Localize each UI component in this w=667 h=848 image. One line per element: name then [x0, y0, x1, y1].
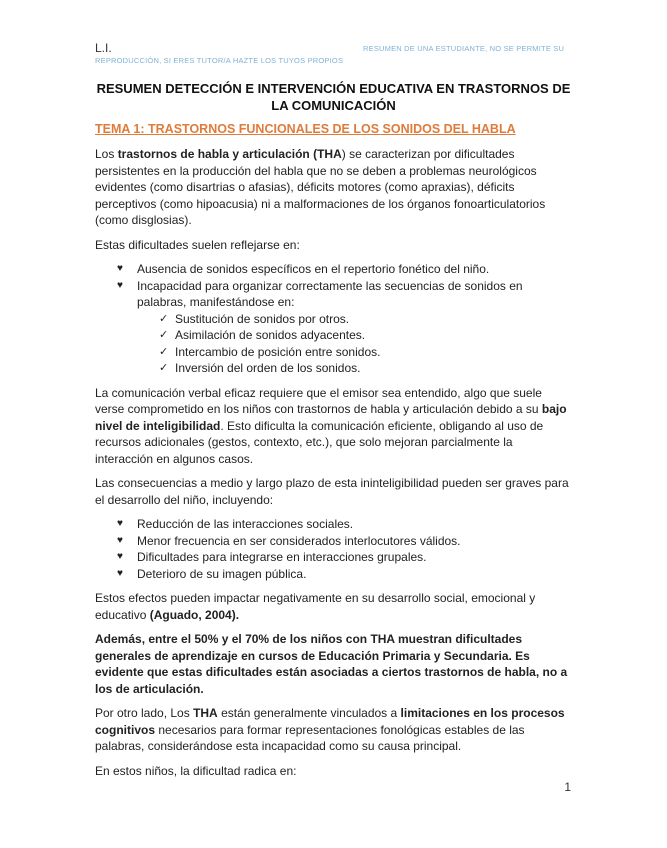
list-item-text: Reducción de las interacciones sociales. — [137, 517, 354, 531]
paragraph-8: En estos niños, la dificultad radica en: — [95, 763, 297, 778]
heart-bullet-icon: ♥ — [117, 263, 123, 274]
paragraph-1 — [95, 146, 573, 229]
paragraph-5 — [95, 590, 573, 623]
heart-bullet-icon: ♥ — [117, 279, 123, 291]
header-notice-continued: REPRODUCCIÓN, SI ERES TUTOR/A HAZTE LOS TUYOS PROPIOS — [95, 56, 344, 65]
topic-heading: TEMA 1: TRASTORNOS FUNCIONALES DE LOS SONIDOS DEL HABLA — [95, 122, 516, 136]
list-item-text: Incapacidad para organizar correctamente las secuencias de sonidos en palabras, manifestándose en: — [137, 278, 523, 309]
sub-list-item-text: Asimilación de sonidos adyacentes. — [175, 328, 366, 342]
p3-bold: bajo nivel de inteligibilidad — [95, 402, 567, 433]
list-item-text: Dificultades para integrarse en interacciones grupales. — [137, 550, 427, 564]
p7-text-c: están generalmente vinculados a — [217, 706, 401, 720]
p7-bold-tha: THA — [193, 706, 218, 720]
sub-list-item-text: Sustitución de sonidos por otros. — [175, 311, 350, 326]
p3-text-a: La comunicación verbal eficaz requiere que el emisor sea entendido, algo que suele verse comprometido en los niños con trastornos de habla y articulación debido a su — [95, 385, 542, 416]
p7-text-e: necesarios para formar representaciones fonológicas estables de las palabras, considerándose esta incapacidad como su causa principal. — [95, 722, 525, 753]
check-bullet-icon: ✓ — [159, 362, 169, 374]
list-item — [95, 261, 573, 278]
heart-bullet-icon: ♥ — [117, 534, 123, 546]
list-item — [95, 566, 573, 583]
p1-text-c: ) se caracterizan por dificultades persistentes en la producción del habla que no se deben a problemas neurológicos evidentes (como disartrias o afasias), déficits motores (como apraxias), déficits perceptivos (como hipoacusia) ni a malformaciones de los órganos fonoarticulatorios (como disglosias). — [95, 147, 546, 227]
p5-text-a: Estos efectos pueden impactar negativamente en su desarrollo social, emocional y educativo — [95, 591, 536, 622]
paragraph-6 — [95, 631, 573, 697]
heart-bullet-icon: ♥ — [117, 551, 123, 562]
sub-list-item — [137, 311, 573, 328]
sub-list — [137, 311, 573, 377]
list-item-text: Menor frecuencia en ser considerados interlocutores válidos. — [137, 533, 461, 548]
sub-list-item — [137, 344, 573, 361]
heart-bullet-icon: ♥ — [117, 518, 123, 529]
p3-text-c: . Esto dificulta la comunicación eficiente, obligando al uso de recursos adicionales (gestos, contexto, etc.), que solo mejoran parcialmente la interacción en algunos casos. — [95, 418, 544, 466]
paragraph-4: Las consecuencias a medio y largo plazo de esta ininteligibilidad pueden ser graves para el desarrollo del niño, incluyendo: — [95, 476, 569, 507]
check-bullet-icon: ✓ — [159, 345, 169, 358]
heart-bullet-icon: ♥ — [117, 567, 123, 579]
header-initials: L.I. — [95, 41, 112, 55]
check-bullet-icon: ✓ — [159, 312, 169, 325]
p6-bold: Además, entre el 50% y el 70% de los niños con THA muestran dificultades generales de aprendizaje en cursos de Educación Primaria y Secundaria. Es evidente que estas dificultades están asociadas a ciertos trastornos de habla, no a los de articulación. — [95, 632, 568, 696]
document-body — [95, 146, 573, 787]
check-bullet-icon: ✓ — [159, 329, 169, 341]
list-item — [95, 549, 573, 566]
page-number: 1 — [564, 780, 571, 794]
document-title: RESUMEN DETECCIÓN E INTERVENCIÓN EDUCATIVA EN TRASTORNOS DE LA COMUNICACIÓN — [96, 81, 571, 113]
header-notice: RESUMEN DE UNA ESTUDIANTE, NO SE PERMITE SU — [363, 44, 565, 53]
sub-list-item — [137, 360, 573, 377]
p7-bold-limits: limitaciones en los procesos cognitivos — [95, 706, 565, 737]
p7-text-a: Por otro lado, Los — [95, 706, 194, 720]
list-item-text: Ausencia de sonidos específicos en el repertorio fonético del niño. — [137, 262, 490, 276]
p1-text-a: Los — [95, 147, 118, 161]
list-item — [95, 278, 573, 377]
list-item-text: Deterioro de su imagen pública. — [137, 566, 307, 581]
list-item — [95, 533, 573, 550]
consequences-list — [95, 516, 573, 582]
paragraph-7 — [95, 705, 573, 755]
paragraph-2: Estas dificultades suelen reflejarse en: — [95, 237, 300, 252]
paragraph-3 — [95, 385, 573, 468]
p1-bold: trastornos de habla y articulación (THA — [117, 147, 342, 161]
list-item — [95, 516, 573, 533]
sub-list-item — [137, 327, 573, 344]
difficulties-list — [95, 261, 573, 377]
sub-list-item-text: Intercambio de posición entre sonidos. — [175, 344, 381, 359]
sub-list-item-text: Inversión del orden de los sonidos. — [175, 361, 361, 375]
p5-citation: (Aguado, 2004). — [149, 607, 240, 622]
